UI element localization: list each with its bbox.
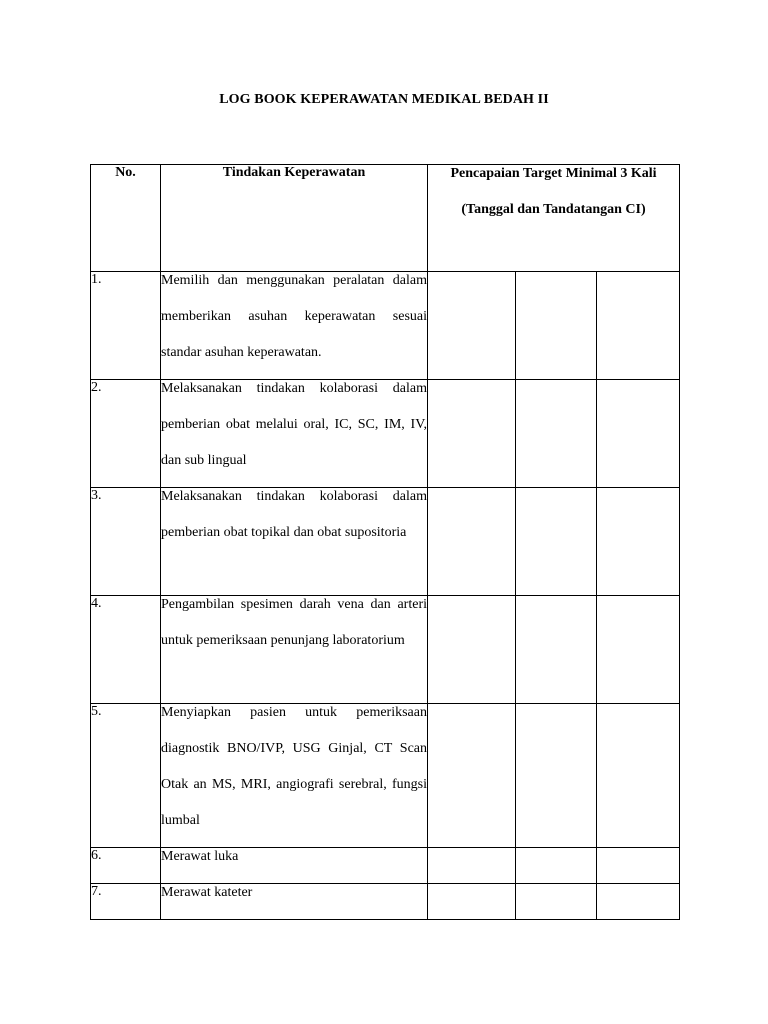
signature-cell-3	[597, 380, 680, 488]
signature-cell-1	[428, 596, 516, 704]
table-row	[91, 596, 680, 704]
signature-cell-3	[597, 272, 680, 380]
row-number: 7.	[91, 884, 161, 920]
header-activity: Tindakan Keperawatan	[161, 165, 428, 272]
row-activity	[161, 380, 428, 488]
row-number: 6.	[91, 848, 161, 884]
signature-cell-2	[516, 848, 597, 884]
table-row	[91, 884, 680, 920]
row-activity	[161, 884, 428, 920]
table-row	[91, 380, 680, 488]
header-target	[428, 165, 680, 272]
signature-cell-3	[597, 884, 680, 920]
signature-cell-2	[516, 704, 597, 848]
signature-cell-1	[428, 848, 516, 884]
table-row	[91, 704, 680, 848]
row-activity	[161, 704, 428, 848]
logbook-table	[90, 164, 680, 920]
signature-cell-1	[428, 380, 516, 488]
header-target-line2: (Tanggal dan Tandatangan CI)	[461, 202, 646, 217]
row-activity	[161, 272, 428, 380]
signature-cell-3	[597, 848, 680, 884]
row-activity-text: Merawat luka	[161, 849, 239, 864]
table-row	[91, 488, 680, 596]
row-number: 3.	[91, 488, 161, 596]
signature-cell-2	[516, 272, 597, 380]
row-number: 2.	[91, 380, 161, 488]
row-activity-text: Melaksanakan tindakan kolaborasi dalam pemberian obat melalui oral, IC, SC, IM, IV, dan sub lingual	[161, 381, 427, 468]
signature-cell-2	[516, 488, 597, 596]
row-activity-text: Memilih dan menggunakan peralatan dalam memberikan asuhan keperawatan sesuai standar asuhan keperawatan.	[161, 273, 427, 360]
table-header-row	[91, 165, 680, 272]
row-activity	[161, 596, 428, 704]
signature-cell-1	[428, 272, 516, 380]
signature-cell-3	[597, 704, 680, 848]
row-activity	[161, 488, 428, 596]
signature-cell-2	[516, 596, 597, 704]
table-row	[91, 272, 680, 380]
row-activity-text: Merawat kateter	[161, 885, 253, 900]
header-no: No.	[91, 165, 161, 272]
signature-cell-1	[428, 884, 516, 920]
signature-cell-3	[597, 488, 680, 596]
row-activity-text: Menyiapkan pasien untuk pemeriksaan diagnostik BNO/IVP, USG Ginjal, CT Scan Otak an MS, MRI, angiografi serebral, fungsi lumbal	[161, 705, 427, 828]
signature-cell-1	[428, 488, 516, 596]
row-number: 1.	[91, 272, 161, 380]
row-number: 4.	[91, 596, 161, 704]
signature-cell-1	[428, 704, 516, 848]
row-activity-text: Pengambilan spesimen darah vena dan arteri untuk pemeriksaan penunjang laboratorium	[161, 597, 427, 648]
signature-cell-3	[597, 596, 680, 704]
row-number: 5.	[91, 704, 161, 848]
signature-cell-2	[516, 380, 597, 488]
row-activity-text: Melaksanakan tindakan kolaborasi dalam pemberian obat topikal dan obat supositoria	[161, 489, 427, 540]
signature-cell-2	[516, 884, 597, 920]
header-target-line1: Pencapaian Target Minimal 3 Kali	[450, 166, 657, 181]
document-title: LOG BOOK KEPERAWATAN MEDIKAL BEDAH II	[219, 92, 549, 107]
